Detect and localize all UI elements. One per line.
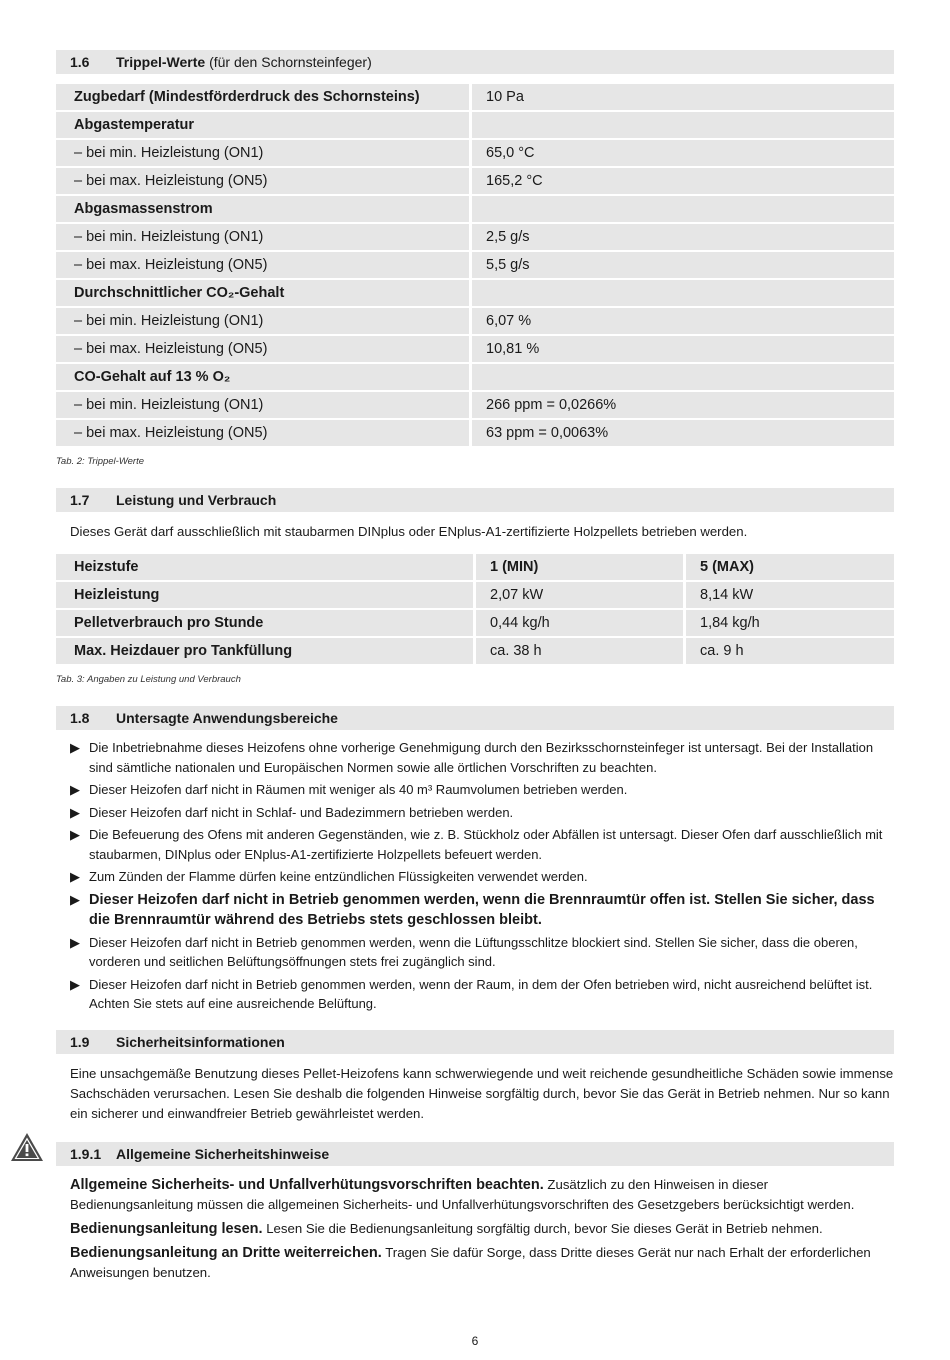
section-intro: Dieses Gerät darf ausschließlich mit staubarmen DINplus oder ENplus-A1-zertifizierte Holzpellets betrieben werden. <box>70 524 748 539</box>
safety-paragraph <box>56 1219 894 1239</box>
table-row <box>56 196 894 224</box>
performance-table <box>56 554 894 666</box>
list-item <box>70 780 894 800</box>
list-item-text: Dieser Heizofen darf nicht in Räumen mit weniger als 40 m³ Raumvolumen betrieben werden. <box>89 782 628 797</box>
row-value: 65,0 °C <box>469 140 894 168</box>
arrow-right-icon: ▶ <box>70 782 80 797</box>
paragraph-text: Tragen Sie dafür Sorge, dass Dritte dieses Gerät nur nach Erhalt der erforderlichen Anweisungen benutzen. <box>70 1244 871 1280</box>
row-value: 10 Pa <box>469 84 894 112</box>
warning-triangle-icon <box>10 1132 44 1162</box>
row-label: – bei max. Heizleistung (ON5) <box>56 336 469 364</box>
table-row <box>56 84 894 112</box>
arrow-right-icon: ▶ <box>70 804 80 820</box>
arrow-right-icon: ▶ <box>70 740 80 755</box>
row-label: Zugbedarf (Mindestförderdruck des Schornsteins) <box>56 84 469 112</box>
table-row <box>56 140 894 168</box>
row-label: – bei max. Heizleistung (ON5) <box>56 420 469 448</box>
table-row <box>56 280 894 308</box>
list-item-text: Die Befeuerung des Ofens mit anderen Gegenständen, wie z. B. Stückholz oder Abfällen ist untersagt. Dieser Ofen darf ausschließlich mit staubarmen, DINplus oder ENplus-A1-zertifizierte Holzpellets befeuert werden. <box>89 827 883 862</box>
table-row <box>56 308 894 336</box>
section-title: Allgemeine Sicherheitshinweise <box>116 1145 330 1162</box>
row-label: Durchschnittlicher CO₂-Gehalt <box>56 280 469 308</box>
safety-info-text: Eine unsachgemäße Benutzung dieses Pellet-Heizofens kann schwerwiegende und weit reichende gesundheitliche Schäden sowie immense Sachschäden verursachen. Lesen Sie deshalb die folgenden Hinweise sorgfältig durch, bevor Sie das Gerät in Betrieb nehmen. Nur so kann ein sicherer und einwandfreier Betrieb gewährleistet werden. <box>70 1065 894 1121</box>
row-value: 266 ppm = 0,0266% <box>469 392 894 420</box>
row-value: 1,84 kg/h <box>683 610 894 638</box>
list-item <box>70 975 894 1014</box>
section-number: 1.9 <box>70 1033 90 1050</box>
section-number: 1.6 <box>70 54 90 70</box>
table-row <box>56 610 894 638</box>
table-row <box>56 554 894 582</box>
row-label: – bei min. Heizleistung (ON1) <box>56 392 469 420</box>
arrow-right-icon: ▶ <box>70 891 80 907</box>
row-label: Pelletverbrauch pro Stunde <box>56 610 473 638</box>
table-row <box>56 252 894 280</box>
section-title: Untersagte Anwendungsbereiche <box>116 710 338 726</box>
row-label: – bei min. Heizleistung (ON1) <box>56 308 469 336</box>
arrow-right-icon: ▶ <box>70 869 80 884</box>
arrow-right-icon: ▶ <box>70 827 80 842</box>
list-item <box>70 803 894 823</box>
list-item-text: Dieser Heizofen darf nicht in Schlaf- und Badezimmern betrieben werden. <box>89 804 514 820</box>
row-value: 6,07 % <box>469 308 894 336</box>
paragraph-lead: Bedienungsanleitung an Dritte weiterreichen. <box>70 1244 382 1261</box>
list-item <box>70 933 894 972</box>
table-row <box>56 582 894 610</box>
row-value: 2,5 g/s <box>469 224 894 252</box>
row-label: – bei max. Heizleistung (ON5) <box>56 252 469 280</box>
tripel-values-table <box>56 84 894 448</box>
row-label: Heizleistung <box>56 582 473 610</box>
section-title: Sicherheitsinformationen <box>116 1033 285 1050</box>
prohibited-uses-list <box>56 738 894 1014</box>
row-value: ca. 9 h <box>683 638 894 666</box>
arrow-right-icon: ▶ <box>70 934 80 950</box>
table-row <box>56 638 894 666</box>
table-row <box>56 224 894 252</box>
section-title-suffix: (für den Schornsteinfeger) <box>205 54 372 70</box>
row-value <box>469 112 894 140</box>
list-item-text: Dieser Heizofen darf nicht in Betrieb genommen werden, wenn der Raum, in dem der Ofen betrieben wird, nicht ausreichend belüftet ist. Achten Sie stets auf eine ausreichende Belüftung. <box>89 976 873 1011</box>
row-label: Abgastemperatur <box>56 112 469 140</box>
paragraph-lead: Bedienungsanleitung lesen. <box>70 1220 263 1237</box>
list-item-text: Dieser Heizofen darf nicht in Betrieb genommen werden, wenn die Lüftungsschlitze blockiert sind. Stellen Sie sicher, dass die oberen, vorderen und seitlichen Belüftungsöffnungen stets frei zugänglich sind. <box>89 934 858 969</box>
safety-paragraph <box>56 1175 894 1215</box>
section-number: 1.7 <box>70 492 90 508</box>
row-value: 63 ppm = 0,0063% <box>469 420 894 448</box>
section-heading-1-9-1 <box>56 1142 894 1166</box>
table-row <box>56 364 894 392</box>
list-item <box>70 890 894 930</box>
row-label: Max. Heizdauer pro Tankfüllung <box>56 638 473 666</box>
section-title: Leistung und Verbrauch <box>116 492 277 508</box>
arrow-right-icon: ▶ <box>70 976 80 992</box>
list-item-text: Die Inbetriebnahme dieses Heizofens ohne vorherige Genehmigung durch den Bezirksschornsteinfeger ist untersagt. Bei der Installation sind sämtliche nationalen und Europäischen Normen sowie alle örtlichen Vorschriften zu beachten. <box>89 740 874 775</box>
row-value: 5,5 g/s <box>469 252 894 280</box>
row-value: ca. 38 h <box>473 638 683 666</box>
row-value: 10,81 % <box>469 336 894 364</box>
list-item-text: Dieser Heizofen darf nicht in Betrieb genommen werden, wenn die Brennraumtür offen ist. Stellen Sie sicher, dass die Brennraumtür während des Betriebs stets geschlossen bleibt. <box>89 891 875 928</box>
row-label: – bei min. Heizleistung (ON1) <box>56 140 469 168</box>
row-value <box>469 280 894 308</box>
section-heading-1-9 <box>56 1030 894 1054</box>
list-item-text: Zum Zünden der Flamme dürfen keine entzündlichen Flüssigkeiten verwendet werden. <box>89 869 588 884</box>
table-caption: Tab. 3: Angaben zu Leistung und Verbrauch <box>56 674 241 685</box>
row-value: 5 (MAX) <box>683 554 894 582</box>
paragraph-lead: Allgemeine Sicherheits- und Unfallverhütungsvorschriften beachten. <box>70 1176 544 1193</box>
section-heading-1-8 <box>56 706 894 730</box>
section-heading-1-6 <box>56 50 894 74</box>
page-number: 6 <box>471 1334 479 1348</box>
table-caption: Tab. 2: Trippel-Werte <box>56 456 145 467</box>
row-label: – bei min. Heizleistung (ON1) <box>56 224 469 252</box>
row-value: 0,44 kg/h <box>473 610 683 638</box>
list-item <box>70 867 894 887</box>
section-heading-1-7 <box>56 488 894 512</box>
list-item <box>70 825 894 864</box>
paragraph-text: Lesen Sie die Bedienungsanleitung sorgfältig durch, bevor Sie dieses Gerät in Betrieb nehmen. <box>262 1220 823 1236</box>
table-row <box>56 112 894 140</box>
section-number: 1.9.1 <box>70 1145 102 1162</box>
table-row <box>56 168 894 196</box>
section-title: Trippel-Werte <box>116 54 206 70</box>
row-value: 2,07 kW <box>473 582 683 610</box>
table-row <box>56 420 894 448</box>
table-row <box>56 336 894 364</box>
row-label: – bei max. Heizleistung (ON5) <box>56 168 469 196</box>
table-row <box>56 392 894 420</box>
safety-paragraph <box>56 1243 894 1283</box>
row-label: CO-Gehalt auf 13 % O₂ <box>56 364 469 392</box>
row-label: Heizstufe <box>56 554 473 582</box>
row-value <box>469 196 894 224</box>
page-content <box>56 50 894 1283</box>
row-value <box>469 364 894 392</box>
row-label: Abgasmassenstrom <box>56 196 469 224</box>
list-item <box>70 738 894 777</box>
row-value: 8,14 kW <box>683 582 894 610</box>
row-value: 1 (MIN) <box>473 554 683 582</box>
section-number: 1.8 <box>70 710 90 726</box>
paragraph-text: Zusätzlich zu den Hinweisen in dieser Bedienungsanleitung müssen die allgemeinen Sicherheits- und Unfallverhütungsvorschriften des Gesetzgebers berücksichtigt werden. <box>70 1176 855 1212</box>
row-value: 165,2 °C <box>469 168 894 196</box>
